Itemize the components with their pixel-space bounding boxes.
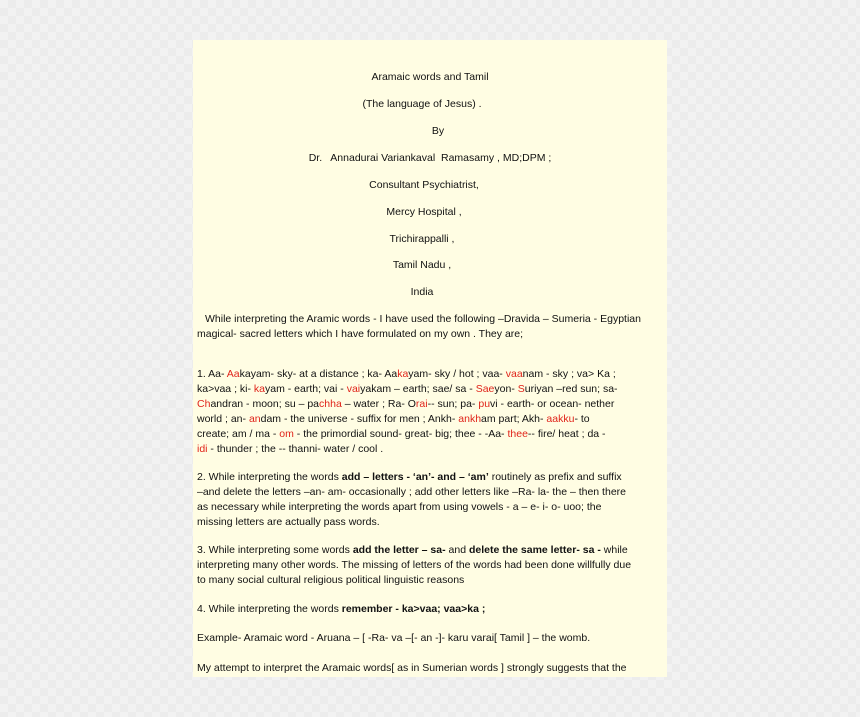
point-1 [197,367,663,457]
point-3 [197,543,663,588]
author-state: Tamil Nadu , [392,259,452,271]
point-2-line-1: 2. While interpreting the words add – letters - ‘an’- and – ‘am’ routinely as prefix and suffix [197,471,622,483]
point-1-line-2: ka>vaa ; ki- kayam - earth; vai - vaiyakam – earth; sae/ sa - Saeyon- Suriyan –red sun; sa- [197,383,618,395]
point-2 [197,470,663,530]
author-name: Dr. Annadurai Variankaval Ramasamy , MD;DPM ; [308,152,552,164]
point-1-line-6: idi - thunder ; the -- thanni- water / cool . [197,443,384,455]
author-country: India [410,286,434,298]
doc-title: Aramaic words and Tamil [371,71,489,83]
point-4 [197,602,663,617]
author-city: Trichirappalli , [389,233,455,245]
intro-paragraph: While interpreting the Aramic words - I have used the following –Dravida – Sumeria - Egyptian magical- sacred letters which I have formulated on my own . They are; [197,313,641,340]
point-1-line-3: Chandran - moon; su – pachha – water ; Ra- Orai-- sun; pa- puvi - earth- or ocean- nether [197,398,615,410]
point-3-line-1: 3. While interpreting some words add the letter – sa- and delete the same letter- sa - while [197,544,628,556]
point-4-line-1: 4. While interpreting the words remember - ka>vaa; vaa>ka ; [197,603,486,615]
example-line: Example- Aramaic word - Aruana – [ -Ra- va –[- an -]- karu varai[ Tamil ] – the womb. [197,632,591,644]
point-1-line-5: create; am / ma - om - the primordial sound- great- big; thee - -Aa- thee-- fire/ heat ; da - [197,428,606,440]
point-3-line-3: to many social cultural religious political linguistic reasons [197,574,465,586]
point-2-line-2: –and delete the letters –an- am- occasionally ; add other letters like –Ra- la- the – then there [197,486,626,498]
doc-subtitle: (The language of Jesus) . [362,98,482,110]
author-hospital: Mercy Hospital , [386,206,462,218]
point-1-line-1: 1. Aa- Aakayam- sky- at a distance ; ka- Aakayam- sky / hot ; vaa- vaanam - sky ; va> Ka ; [197,368,616,380]
point-2-line-3: as necessary while interpreting the words apart from using vowels - a – e- i- o- uoo; the [197,501,602,513]
document-page [193,40,667,677]
point-2-line-4: missing letters are actually pass words. [197,516,380,528]
closing-line: My attempt to interpret the Aramaic words[ as in Sumerian words ] strongly suggests that the [197,662,627,674]
point-3-line-2: interpreting many other words. The missing of letters of the words had been done willfully due [197,559,632,571]
point-1-line-4: world ; an- andam - the universe - suffix for men ; Ankh- ankham part; Akh- aakku- to [197,413,590,425]
author-role: Consultant Psychiatrist, [369,179,479,191]
byline: By [431,125,445,137]
